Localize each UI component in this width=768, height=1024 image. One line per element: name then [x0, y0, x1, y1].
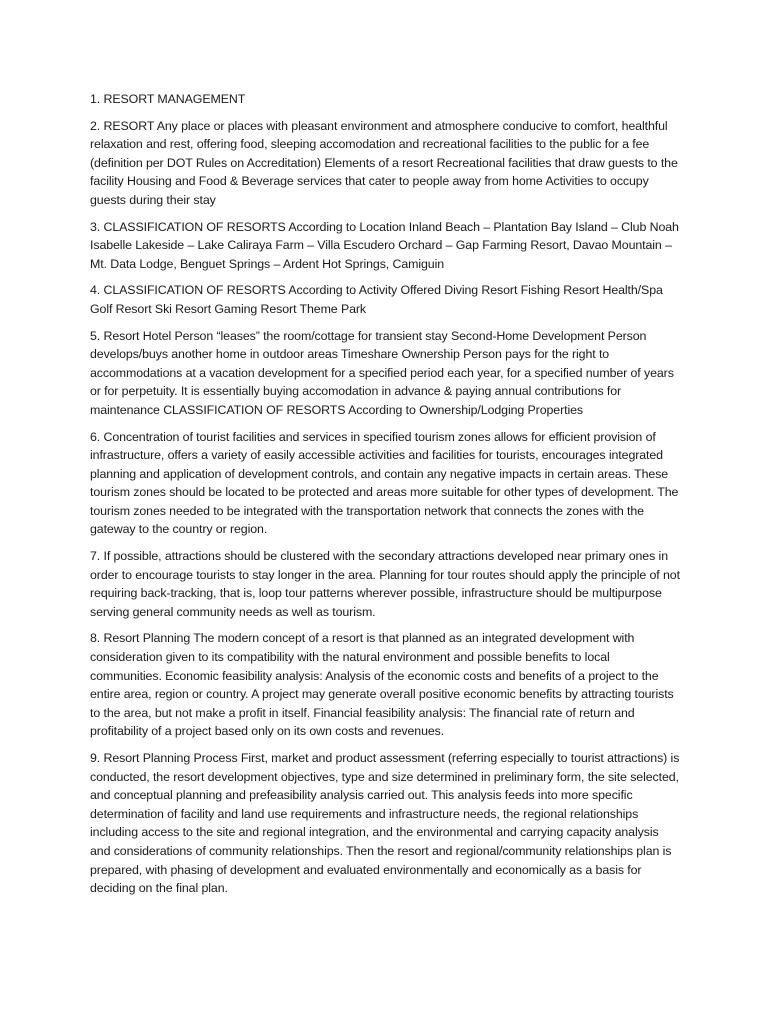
paragraph-2: 2. RESORT Any place or places with pleasant environment and atmosphere conducive to comfort, healthful relaxation and rest, offering food, sleeping accomodation and recreational facilities to the public for a fee (definition per DOT Rules on Accreditation) Elements of a resort Recreational facilities that draw guests to the facility Housing and Food & Beverage services that cater to people away from home Activities to occupy guests during their stay — [90, 118, 678, 207]
paragraph-7: 7. If possible, attractions should be clustered with the secondary attractions developed near primary ones in order to encourage tourists to stay longer in the area. Planning for tour routes should apply the principle of not requiring back-tracking, that is, loop tour patterns wherever possible, infrastructure should be multipurpose serving general community needs as well as tourism. — [90, 549, 680, 619]
paragraph-4: 4. CLASSIFICATION OF RESORTS According to Activity Offered Diving Resort Fishing Resort Health/Spa Golf Resort Ski Resort Gaming Resort Theme Park — [90, 283, 663, 316]
paragraph-1: 1. RESORT MANAGEMENT — [90, 92, 246, 106]
paragraph-8: 8. Resort Planning The modern concept of a resort is that planned as an integrated development with consideration given to its compatibility with the natural environment and possible benefits to local communities. Economic feasibility analysis: Analysis of the economic costs and benefits of a project to the entire area, region or country. A project may generate overall positive economic benefits by attracting tourists to the area, but not make a profit in itself. Financial feasibility analysis: The financial rate of return and profitability of a project based only on its own costs and revenues. — [90, 631, 674, 739]
document-page — [90, 90, 680, 906]
paragraph-5: 5. Resort Hotel Person “leases” the room/cottage for transient stay Second-Home Development Person develops/buys another home in outdoor areas Timeshare Ownership Person pays for the right to accommodations at a vacation development for a specified period each year, for a specified number of years or for perpetuity. It is essentially buying accomodation in advance & paying annual contributions for maintenance CLASSIFICATION OF RESORTS According to Ownership/Lodging Properties — [90, 328, 674, 417]
paragraph-6: 6. Concentration of tourist facilities and services in specified tourism zones allows for efficient provision of infrastructure, offers a variety of easily accessible activities and facilities for tourists, encourages integrated planning and application of development controls, and contain any negative impacts in certain areas. These tourism zones should be located to be protected and areas more suitable for other types of development. The tourism zones needed to be integrated with the transportation network that connects the zones with the gateway to the country or region. — [90, 429, 679, 537]
paragraph-9: 9. Resort Planning Process First, market and product assessment (referring especially to tourist attractions) is conducted, the resort development objectives, type and size determined in preliminary form, the site selected, and conceptual planning and prefeasibility analysis carried out. This analysis feeds into more specific determination of facility and land use requirements and infrastructure needs, the regional relationships including access to the site and regional integration, and the environmental and carrying capacity analysis and considerations of community relationships. Then the resort and regional/community relationships plan is prepared, with phasing of development and evaluated environmentally and economically as a basis for deciding on the final plan. — [90, 751, 680, 896]
paragraph-3: 3. CLASSIFICATION OF RESORTS According to Location Inland Beach – Plantation Bay Island – Club Noah Isabelle Lakeside – Lake Caliraya Farm – Villa Escudero Orchard – Gap Farming Resort, Davao Mountain – Mt. Data Lodge, Benguet Springs – Ardent Hot Springs, Camiguin — [90, 219, 679, 271]
